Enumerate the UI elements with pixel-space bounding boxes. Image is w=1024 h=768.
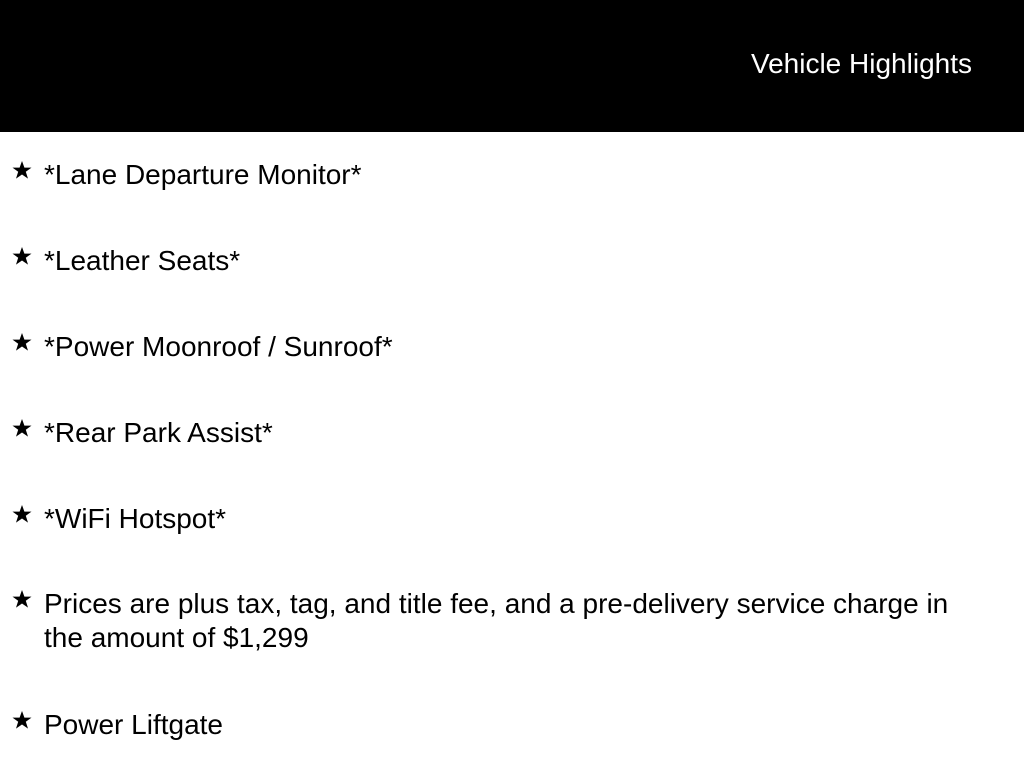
star-icon	[12, 246, 32, 266]
star-icon	[12, 418, 32, 438]
header-bar	[0, 0, 1024, 132]
list-item-text: *Power Moonroof / Sunroof*	[44, 331, 393, 362]
list-item-text: *WiFi Hotspot*	[44, 503, 227, 534]
page-title: Vehicle Highlights	[750, 48, 972, 79]
star-icon	[12, 589, 32, 609]
star-icon	[12, 160, 32, 180]
star-icon	[12, 710, 32, 730]
list-item-text: Power Liftgate	[44, 709, 223, 740]
list-item-text: *Leather Seats*	[44, 245, 241, 276]
list-item-text: Prices are plus tax, tag, and title fee, and a pre-delivery service charge in the amount of $1,299	[44, 588, 949, 653]
star-icon	[12, 504, 32, 524]
list-item-text: *Lane Departure Monitor*	[44, 159, 362, 190]
star-icon	[12, 332, 32, 352]
list-item-text: *Rear Park Assist*	[44, 417, 273, 448]
